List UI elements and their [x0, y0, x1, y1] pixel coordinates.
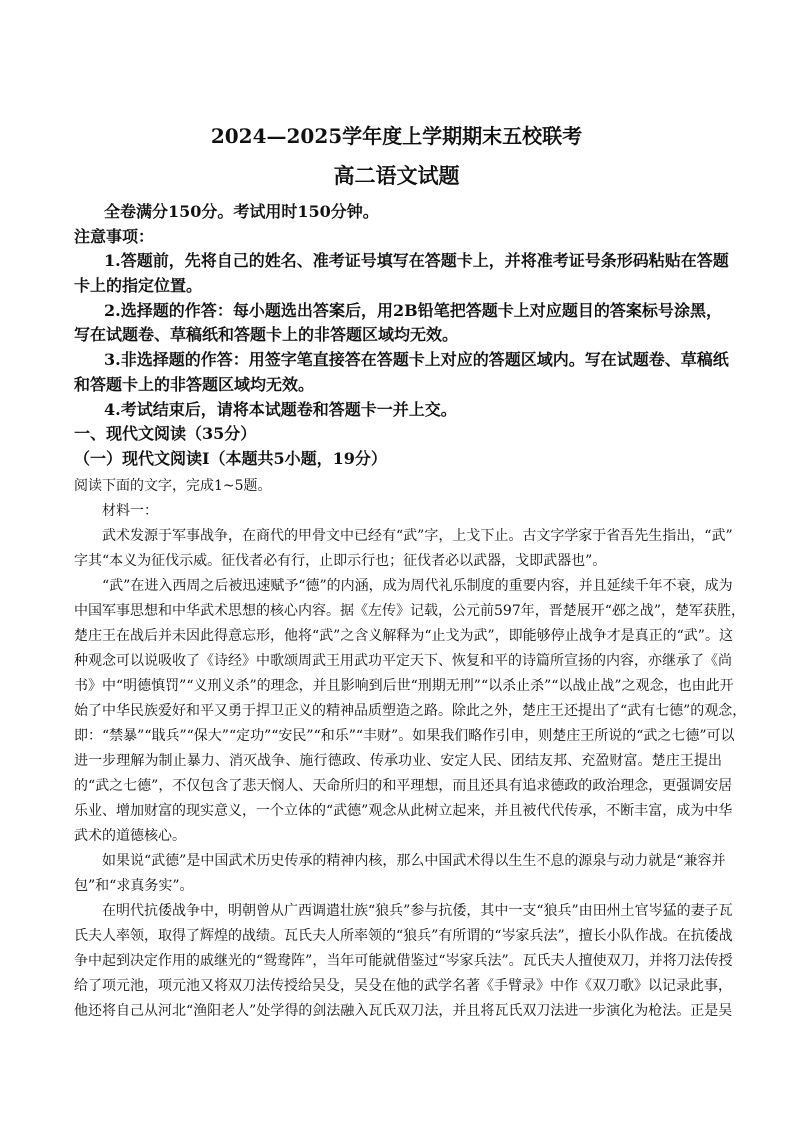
instruction-line: 写在试题卷、草稿纸和答题卡上的非答题区域均无效。 — [74, 325, 459, 345]
instruction-line: 全卷满分150分。考试用时150分钟。 — [104, 202, 379, 221]
passage-line: 即：“禁暴”“戢兵”“保大”“定功”“安民”“和乐”“丰财”。如果我们略作引申，则楚庄王所说的“武之七德”可以 — [74, 728, 735, 744]
passage-line: 在明代抗倭战争中，明朝曾从广西调遣壮族“狼兵”参与抗倭，其中一支“狼兵”由田州土官岑猛的妻子瓦 — [102, 903, 733, 919]
passage-line: 如果说“武德”是中国武术历史传承的精神内核，那么中国武术得以生生不息的源泉与动力就是“兼容并 — [102, 853, 726, 869]
passage-line: 种观念可以说吸收了《诗经》中歌颂周武王用武功平定天下、恢复和平的诗篇所宣扬的内容，亦继承了《尚 — [74, 653, 732, 669]
instruction-line: 3.非选择题的作答：用签字笔直接答在答题卡上对应的答题区域内。写在试题卷、草稿纸 — [104, 350, 729, 370]
passage-line: 武术的道德核心。 — [74, 828, 186, 844]
passage-line: 阅读下面的文字，完成1~5题。 — [74, 478, 272, 494]
reading-passage — [74, 474, 747, 1024]
passage-line: 进一步理解为制止暴力、消灭战争、施行德政、传承功业、安定人民、团结友邦、充盈财富。楚庄王提出 — [74, 753, 722, 769]
passage-line: 乐业、增加财富的现实意义，一个立体的“武德”观念从此树立起来，并且被代代传承，不断丰富，成为中华 — [74, 803, 733, 819]
passage-line: 材料一： — [102, 503, 158, 519]
passage-line: 给了项元池，项元池又将双刀法传授给吴殳，吴殳在他的武学名著《手臂录》中作《双刀歌》以记录此事， — [74, 978, 732, 994]
passage-line: 包”和“求真务实”。 — [74, 878, 194, 894]
exam-subtitle: 高二语文试题 — [333, 163, 460, 188]
passage-line: 中国军事思想和中华武术思想的核心内容。据《左传》记载，公元前597年，晋楚展开“邲之战”，楚军获胜， — [74, 603, 746, 619]
passage-line: “武”在进入西周之后被迅速赋予“德”的内涵，成为周代礼乐制度的重要内容，并且延续千年不衰，成为 — [102, 578, 733, 594]
instruction-line: 注意事项： — [74, 226, 155, 246]
exam-title: 2024—2025学年度上学期期末五校联考 — [210, 124, 583, 148]
instruction-line: 卡上的指定位置。 — [74, 276, 203, 296]
passage-line: 始了中华民族爱好和平又勇于捍卫正义的精神品质塑造之路。除此之外，楚庄王还提出了“武有七德”的观念， — [74, 703, 747, 719]
passage-line: 争中起到决定作用的戚继光的“鸳鸯阵”，当年可能就借鉴过“岑家兵法”。瓦氏夫人擅使双刀，并将刀法传授 — [74, 953, 733, 969]
passage-line: 楚庄王在战后并未因此得意忘形，他将“武”之含义解释为“止戈为武”，即能够停止战争才是真正的“武”。这 — [74, 628, 733, 644]
passage-line: 字其“本义为征伐示威。征伐者必有行，止即示行也；征伐者必以武器，戈即武器也”。 — [74, 553, 607, 569]
passage-line: 氏夫人率领，取得了辉煌的战绩。瓦氏夫人所率领的“狼兵”有所谓的“岑家兵法”，擅长小队作战。在抗倭战 — [74, 928, 733, 944]
instruction-line: 2.选择题的作答：每小题选出答案后，用2B铅笔把答题卡上对应题目的答案标号涂黑， — [104, 300, 722, 320]
passage-line: 书》中“明德慎罚”“义刑义杀”的理念，并且影响到后世“刑期无刑”“以杀止杀”“以战止战”之观念，也由此开 — [74, 678, 734, 694]
passage-line: 武术发源于军事战争，在商代的甲骨文中已经有“武”字，上戈下止。古文字学家于省吾先生指出，“武” — [102, 528, 733, 544]
instruction-line: （一）现代文阅读Ⅰ（本题共5小题，19分） — [74, 448, 387, 468]
instruction-line: 1.答题前，先将自己的姓名、准考证号填写在答题卡上，并将准考证号条形码粘贴在答题 — [104, 251, 729, 271]
exam-instructions — [74, 200, 729, 472]
instruction-line: 和答题卡上的非答题区域均无效。 — [74, 374, 315, 394]
passage-line: 的“武之七德”，不仅包含了悲天悯人、天命所归的和平理想，而且还具有追求德政的政治理念，更强调安居 — [74, 778, 733, 794]
passage-line: 他还将自己从河北“渔阳老人”处学得的剑法融入瓦氏双刀法，并且将瓦氏双刀法进一步演化为枪法。正是吴 — [74, 1003, 733, 1019]
instruction-line: 一、现代文阅读（35分） — [74, 424, 257, 444]
instruction-line: 4.考试结束后，请将本试题卷和答题卡一并上交。 — [104, 399, 457, 419]
